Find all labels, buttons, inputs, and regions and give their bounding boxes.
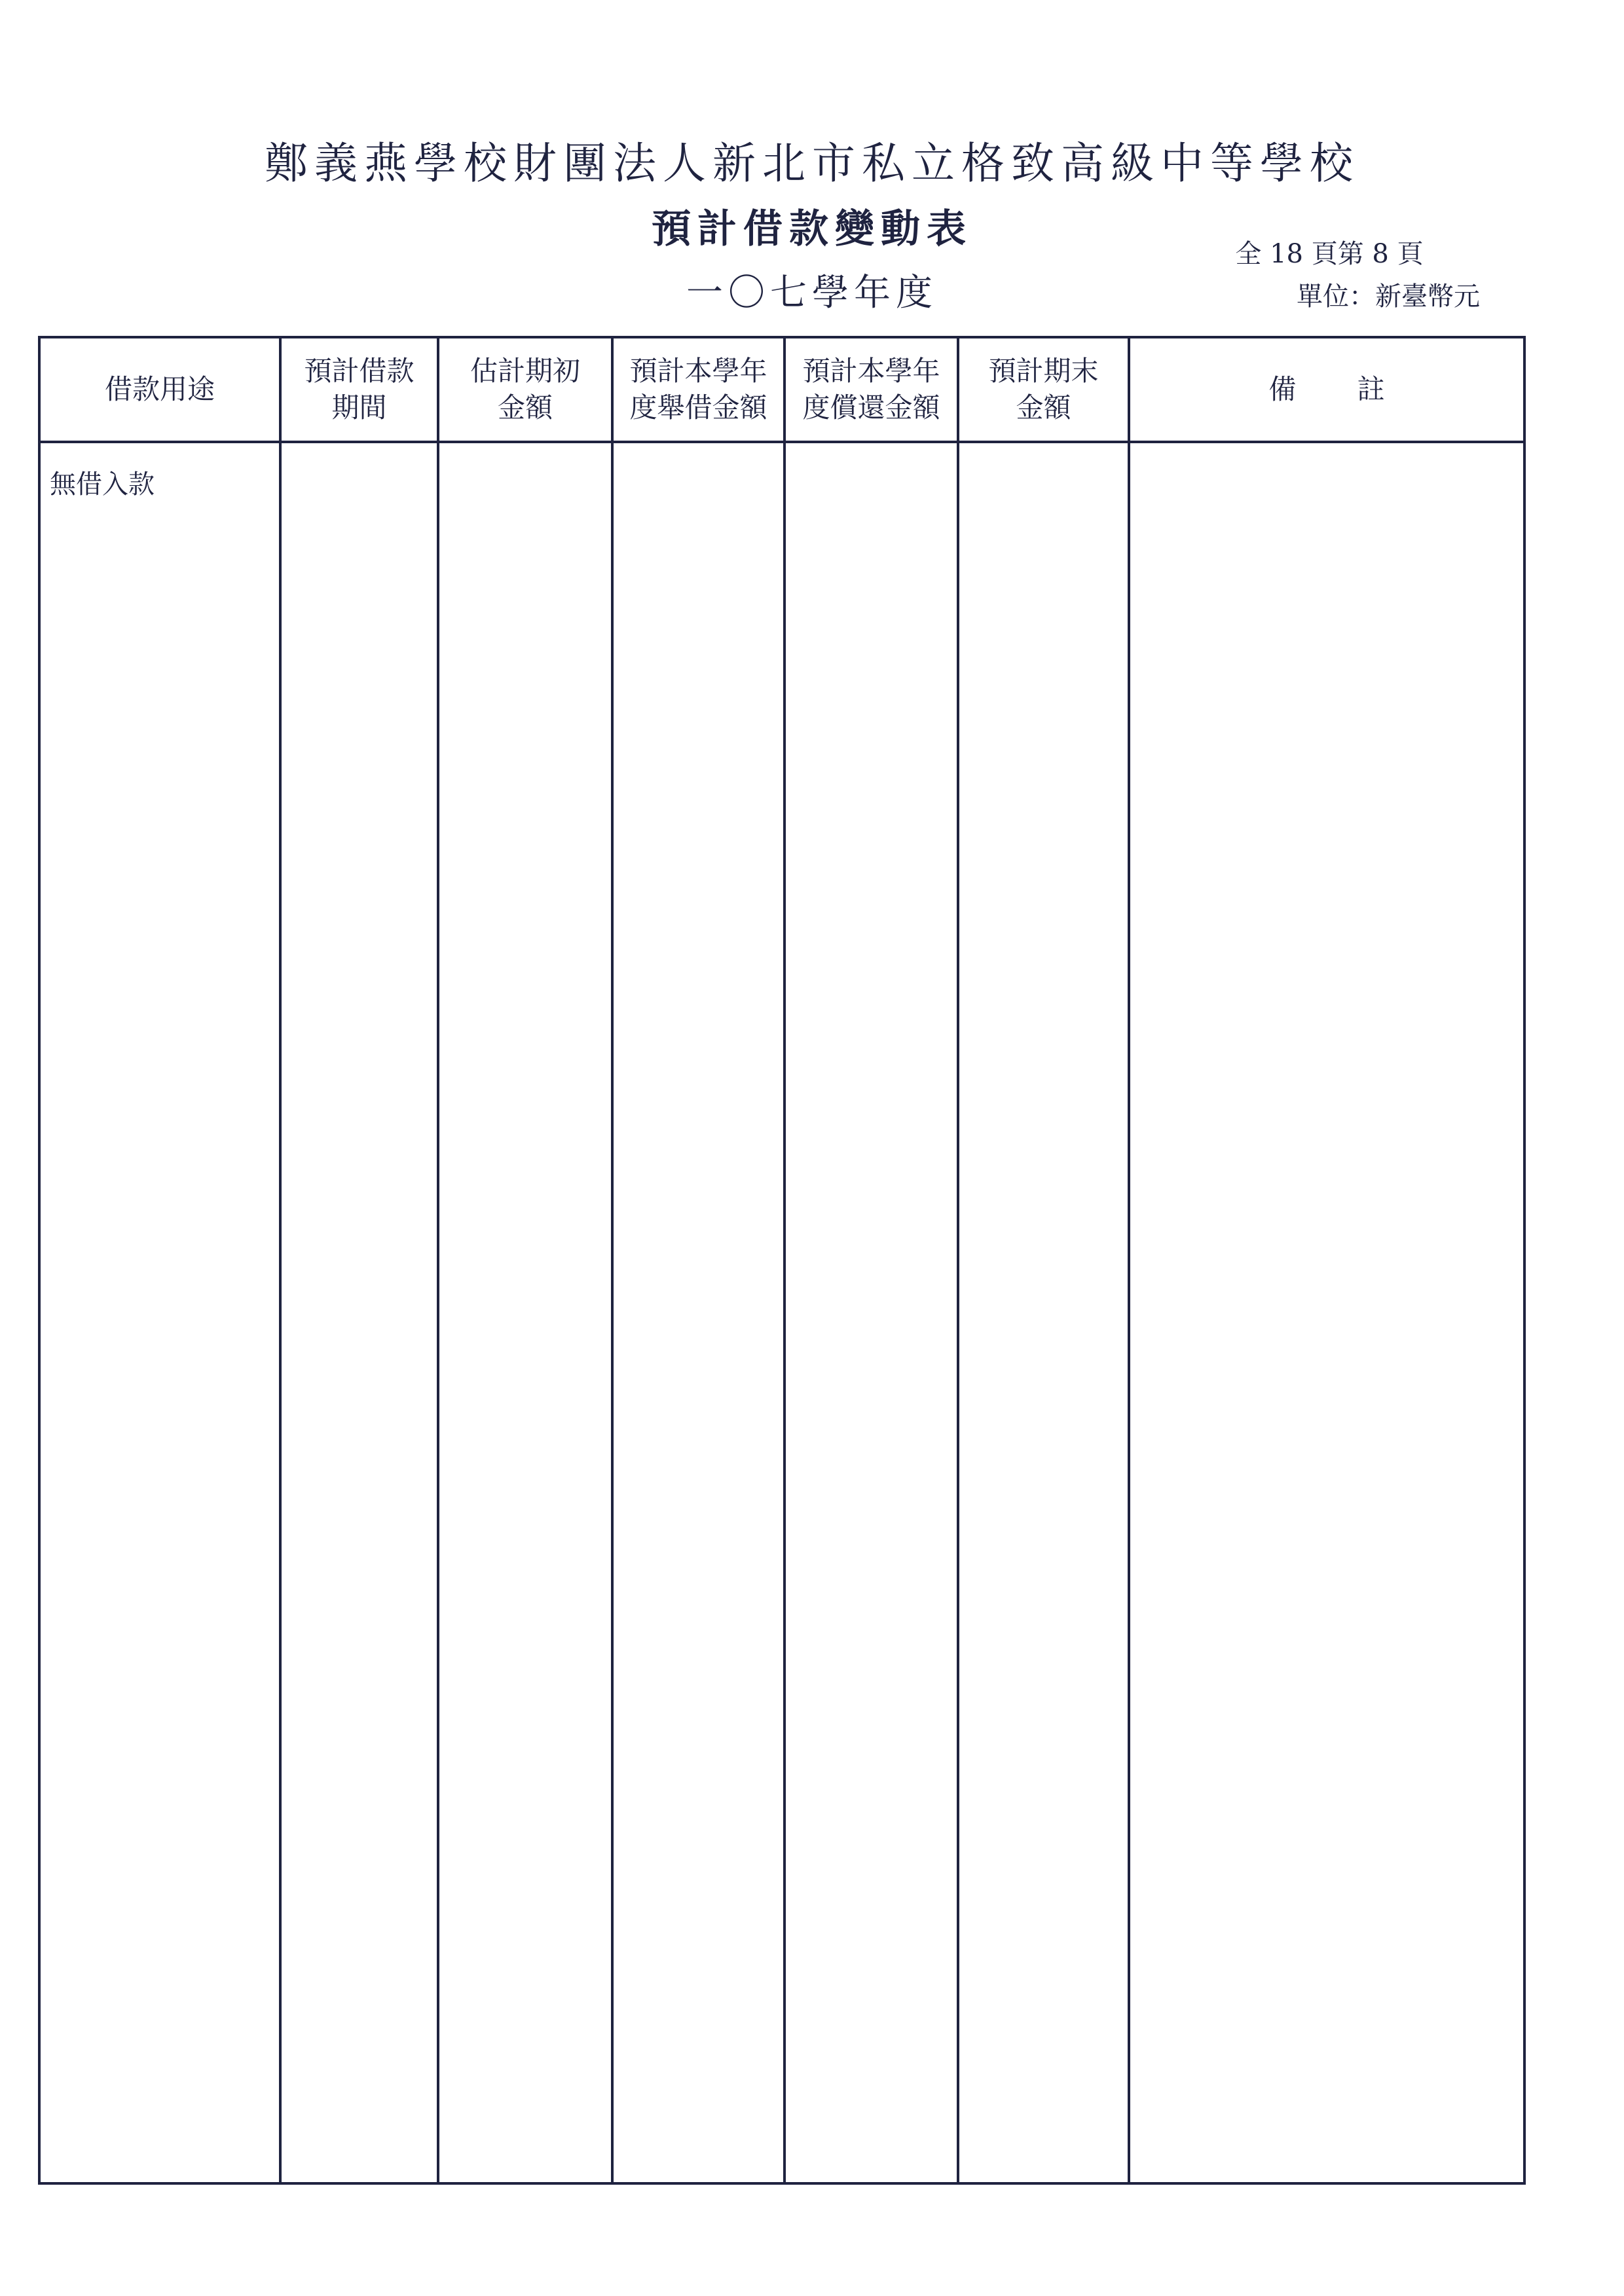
header-divider: [38, 441, 1526, 443]
column-divider: [437, 336, 439, 2185]
column-header-period: 預計借款 期間: [304, 355, 415, 424]
column-divider: [957, 336, 959, 2185]
organization-title: 鄭義燕學校財團法人新北市私立格致高級中等學校: [265, 138, 1359, 189]
column-header-borrowing-amount: 預計本學年 度舉借金額: [629, 355, 767, 424]
borrowing-table: [38, 336, 1526, 2185]
document-title: 預計借款變動表: [652, 206, 972, 252]
column-divider: [1128, 336, 1130, 2185]
column-header-closing-amount: 預計期末 金額: [988, 355, 1099, 424]
column-header-opening-amount: 估計期初 金額: [470, 355, 580, 424]
column-header-remarks: 備 註: [1268, 373, 1385, 405]
currency-unit: 單位：新臺幣元: [1297, 282, 1480, 312]
page-number: 全 18 頁第 8 頁: [1235, 239, 1424, 269]
fiscal-year: 一〇七學年度: [686, 272, 938, 314]
table-row-purpose: 無借入款: [50, 469, 155, 500]
column-header-purpose: 借款用途: [104, 373, 215, 405]
column-divider: [279, 336, 282, 2185]
column-divider: [783, 336, 786, 2185]
column-divider: [611, 336, 614, 2185]
column-header-repayment-amount: 預計本學年 度償還金額: [802, 355, 940, 424]
